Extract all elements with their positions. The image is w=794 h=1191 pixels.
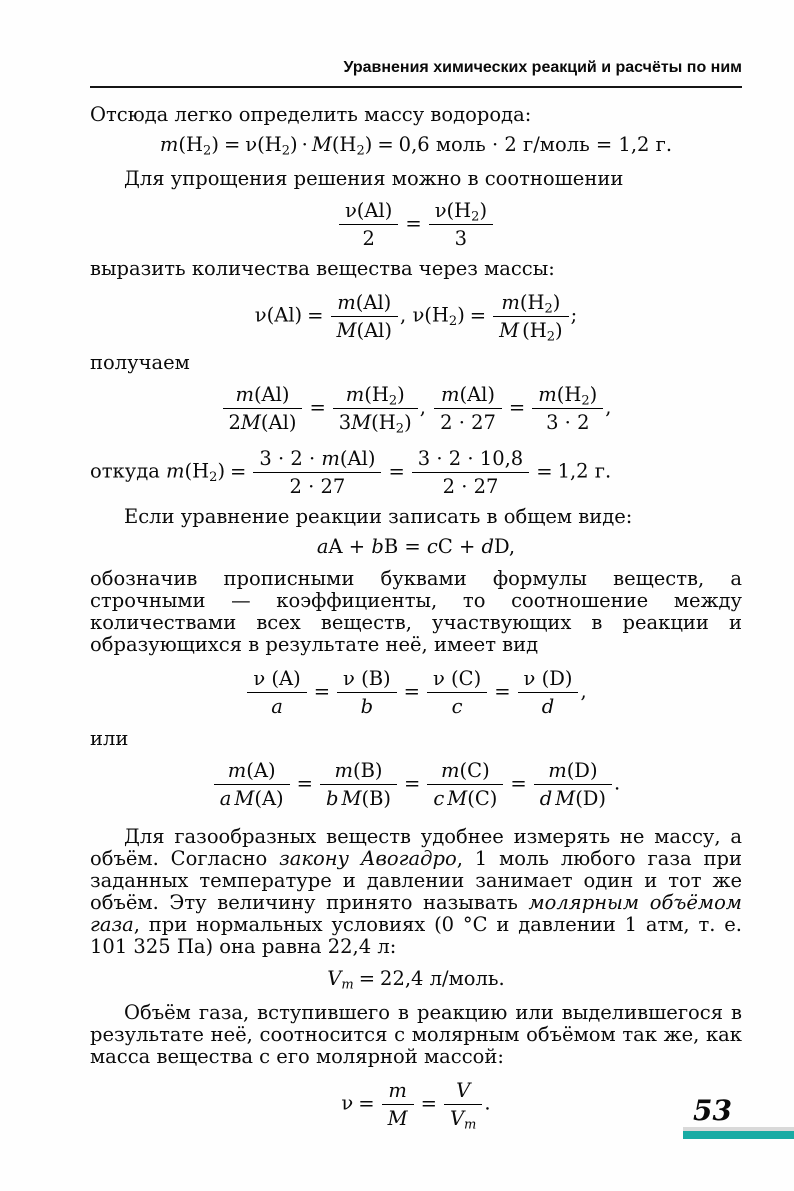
formula-general-equation: aA + bB = cC + dD, <box>316 535 516 558</box>
formula-nu-definitions: ν(Al) = $\frac{m(Al)}{M(Al)}$ , ν(H2) = $\frac{m(H2)}{M (H2)}$ ; <box>254 291 578 345</box>
formula-nu-proportion: $\frac{\nu (A)}{a}$ = $\frac{\nu (B)}{b}$ = $\frac{\nu (C)}{c}$ = $\frac{\nu (D)}{d}$ , <box>90 664 742 720</box>
paragraph-otkuda-result: откуда m(H2) = $\frac{3 \cdot 2 \cdot m(Al)}{2 \cdot 27}$ = $\frac{3 \cdot 2 \cdot 10,8}{2 \cdot 27}$ = 1,2 г. <box>90 447 612 498</box>
paragraph-ili: или <box>90 727 129 750</box>
formula-mass-proportion: $\frac{m(A)}{\text{a M(A)}}$ = $\frac{m(B)}{\text{b M(B)}}$ = $\frac{m(C)}{\text{c M(C)}}$ = $\frac{m(D)}{\text{d M(D)}}$ . <box>90 756 742 812</box>
formula-molar-volume: Vm = 22,4 л/моль. <box>327 967 505 993</box>
running-header-title: Уравнения химических реакций и расчёты по ним <box>343 59 742 76</box>
paragraph-gases: Для газообразных веществ удобнее измерять не массу, а объём. Согласно закону Авогадро, 1 моль любого газа при заданных температуре и давлении занимает один и тот же объём. Эту величину принято называть молярным объёмом газа, при нормальных условиях (0 °С и давлении 1 атм, т. е. 101 325 Па) она равна 22,4 л: <box>90 825 743 958</box>
running-header <box>90 58 742 88</box>
avogadro-law-term: закону Авогадро <box>279 847 457 870</box>
page-number: 53 <box>693 1094 732 1127</box>
formula-mass-hydrogen: m(H2) = ν(H2) · M(H2) = 0,6 моль · 2 г/моль = 1,2 г. <box>159 133 673 159</box>
paragraph-poluchaem: получаем <box>90 351 190 374</box>
paragraph-notation: обозначив прописными буквами формулы веществ, а строчными — коэффициенты, то соотношение между количествами всех веществ, участвующих в реакции и образующихся в результате неё, имеет вид <box>90 567 742 656</box>
paragraph-express: выразить количества вещества через массы: <box>90 257 555 280</box>
formula-mass-ratios: $\frac{m(Al)}{2M(Al)}$ = $\frac{m(H2)}{3M(H2)}$ , $\frac{m(Al)}{2 \cdot 27}$ = $\frac{m(H2)}{3 \cdot 2}$ , <box>90 380 742 436</box>
paragraph-simplify: Для упрощения решения можно в соотношении <box>124 167 624 190</box>
formula-nu-volume: ν = $\frac{m}{M}$ = $\frac{V}{Vm}$ . <box>341 1079 491 1133</box>
paragraph-intro-mass: Отсюда легко определить массу водорода: <box>90 103 532 126</box>
molar-volume-term: молярным объёмом газа <box>90 891 742 936</box>
paragraph-gas-volume: Объём газа, вступившего в реакцию или выделившегося в результате неё, соотносится с молярным объёмом так же, как масса вещества с его молярной массой: <box>90 1001 742 1068</box>
footer-teal-bar <box>683 1131 794 1139</box>
paragraph-general-form: Если уравнение реакции записать в общем виде: <box>124 505 633 528</box>
page-content <box>90 0 742 1140</box>
formula-mole-ratio: $\frac{\nu(Al)}{2}$ = $\frac{\nu(H2)}{3}$ <box>90 196 742 252</box>
